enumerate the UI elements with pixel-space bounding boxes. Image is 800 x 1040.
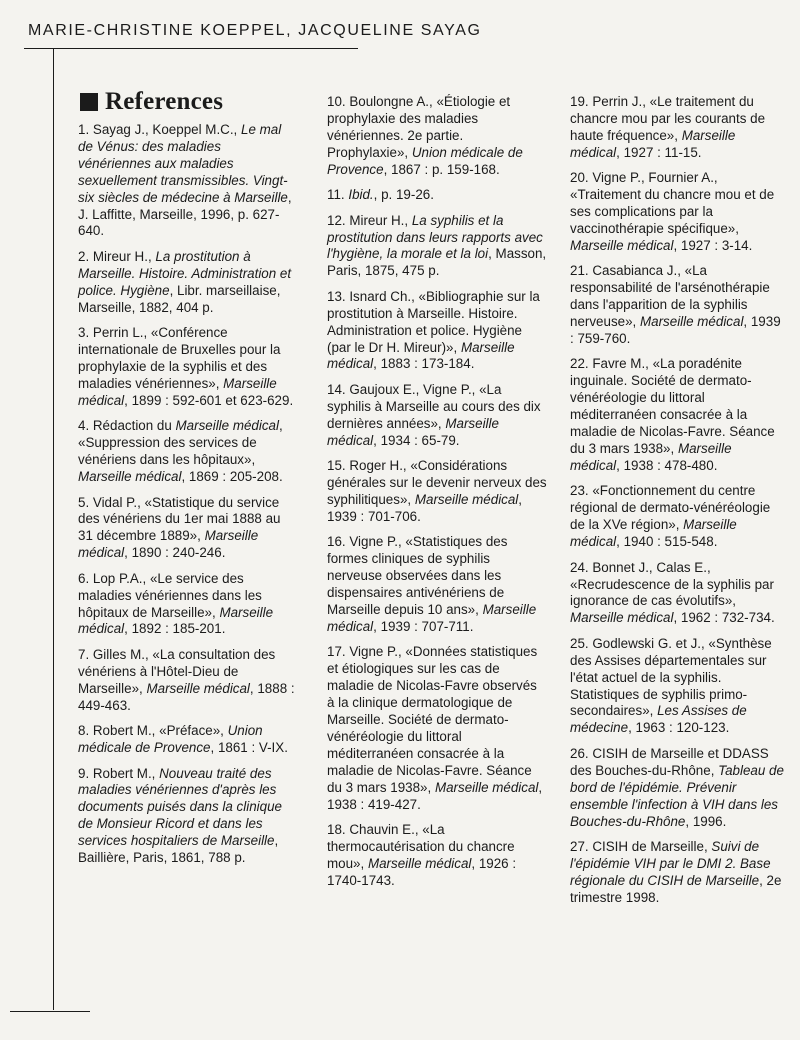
reference-entry [78, 418, 296, 486]
reference-entry [78, 571, 296, 639]
reference-title: Marseille médical [78, 528, 259, 561]
reference-entry [78, 723, 296, 757]
reference-text: 18. Chauvin E., «La thermocautérisation du chancre mou», [327, 822, 515, 871]
reference-text: , 1996. [685, 813, 727, 829]
reference-text: 15. Roger H., «Considérations générales sur le devenir nerveux des syphilitiques», [327, 458, 547, 507]
reference-text: , 1963 : 120-123. [628, 720, 730, 736]
reference-title: Marseille médical [327, 339, 515, 372]
reference-text: , 1899 : 592-601 et 623-629. [124, 392, 294, 408]
reference-title: Marseille médical [78, 469, 182, 484]
reference-entry [570, 356, 785, 474]
margin-rule [53, 48, 54, 1010]
reference-text: , Libr. marseillaise, Marseille, 1882, 404 p. [78, 282, 281, 315]
reference-text: 12. Mireur H., [327, 212, 412, 228]
reference-text: , 1927 : 3-14. [673, 237, 753, 253]
reference-entry [327, 382, 547, 450]
section-title: References [105, 88, 224, 115]
reference-text: 4. Rédaction du [78, 418, 176, 434]
reference-title: La prostitution à Marseille. Histoire. Administration et police. Hygiène [78, 248, 292, 298]
reference-text: , 1939 : 759-760. [570, 314, 781, 346]
reference-title: Ibid. [348, 187, 374, 203]
reference-text: 20. Vigne P., Fournier A., «Traitement du chancre mou et de ses complications par la vaccinothérapie spécifique», [570, 170, 775, 236]
reference-title: Marseille médical [570, 127, 736, 160]
reference-title: Marseille médical [367, 855, 472, 871]
reference-entry [570, 263, 785, 348]
reference-text: 9. Robert M., [78, 765, 160, 781]
reference-entry [327, 289, 547, 374]
reference-entry [78, 647, 296, 715]
reference-text: , 1938 : 419-427. [327, 779, 543, 812]
reference-entry [327, 94, 547, 179]
reference-entry [327, 822, 547, 890]
reference-entry [570, 170, 785, 255]
reference-text: , 1938 : 478-480. [616, 457, 718, 473]
reference-entry [78, 495, 296, 563]
reference-title: Marseille médical [570, 610, 674, 626]
reference-text: , 1934 : 65-79. [373, 432, 460, 448]
reference-text: 23. «Fonctionnement du centre régional de dermato-vénéréologie de la XVe région», [570, 483, 771, 533]
reference-title: Marseille médical [175, 418, 279, 434]
reference-text: 26. CISIH de Marseille et DDASS des Bouches-du-Rhône, [570, 745, 769, 778]
reference-text: , 1926 : 1740-1743. [327, 855, 517, 888]
reference-entry [78, 766, 296, 867]
reference-text: , 1939 : 701-706. [327, 492, 523, 524]
reference-text: 14. Gaujoux E., Vigne P., «La syphilis à Marseille au cours des dix dernières années», [327, 381, 541, 431]
reference-text: , 1861 : V-IX. [210, 740, 288, 756]
reference-text: 6. Lop P.A., «Le service des maladies vénériennes dans les hôpitaux de Marseille», [78, 570, 262, 620]
reference-text: 22. Favre M., «La poradénite inguinale. Société de dermato-vénéréologie du littoral méditerranéen consacrée à la maladie de Nicolas-Favre. Séance du 3 mars 1938», [570, 356, 775, 456]
reference-text: 7. Gilles M., «La consultation des vénériens à l'Hôtel-Dieu de Marseille», [78, 646, 276, 696]
references-column-2 [327, 94, 547, 898]
reference-title: Nouveau traité des maladies vénériennes d'après les documents puisés dans la clinique de Monsieur Ricord et dans les services hospitaliers de Marseille [78, 765, 282, 849]
reference-text: , 1892 : 185-201. [124, 621, 226, 637]
reference-text: 11. [327, 187, 349, 203]
reference-entry [570, 746, 785, 831]
reference-title: Marseille médical [146, 680, 250, 696]
reference-entry [78, 122, 296, 240]
reference-text: 2. Mireur H., [78, 248, 156, 264]
reference-text: 19. Perrin J., «Le traitement du chancre mou par les courants de haute fréquence», [570, 94, 766, 143]
reference-title: Marseille médical [570, 441, 732, 473]
reference-title: Union médicale de Provence [327, 144, 523, 177]
reference-entry [327, 213, 547, 281]
running-header: MARIE-CHRISTINE KOEPPEL, JACQUELINE SAYAG [28, 22, 482, 39]
reference-text: , 1927 : 11-15. [616, 144, 702, 160]
reference-text: 17. Vigne P., «Données statistiques et étiologiques sur les cas de maladie de Nicolas-Favre observés à la clinique dermatologique de Marseille. Société de dermato-vénéréologie du littoral méditerranéen consacrée à la maladie de Nicolas-Favre. Séance du 3 mars 1938», [327, 644, 538, 795]
reference-title: Tableau de bord de l'épidémie. Prévenir ensemble l'infection à VIH dans les Bouches-du-Rhône [570, 762, 784, 829]
references-column-1 [78, 122, 296, 876]
reference-text: , p. 19-26. [373, 187, 434, 203]
reference-title: Marseille médical [570, 517, 737, 550]
reference-text: 1. Sayag J., Koeppel M.C., [78, 122, 242, 137]
section-heading [80, 88, 223, 116]
reference-text: 25. Godlewski G. et J., «Synthèse des Assises départementales sur l'état actuel de la syphilis. Statistiques de syphilis primo-secondaires», [570, 635, 772, 719]
reference-text: , 1890 : 240-246. [124, 545, 226, 561]
reference-entry [570, 636, 785, 737]
reference-text: , 1869 : 205-208. [181, 469, 283, 484]
reference-text: , 1940 : 515-548. [616, 534, 718, 550]
header-rule [24, 48, 358, 49]
reference-text: , 1962 : 732-734. [673, 610, 775, 626]
reference-title: Marseille médical [327, 415, 499, 448]
reference-text: , 1888 : 449-463. [78, 680, 295, 713]
reference-text: 3. Perrin L., «Conférence internationale de Bruxelles pour la prophylaxie de la syphilis et des maladies vénériennes», [78, 325, 281, 391]
reference-title: Marseille médical [414, 492, 519, 507]
reference-entry [570, 560, 785, 628]
reference-title: Marseille médical [78, 375, 277, 408]
references-column-3 [570, 94, 785, 915]
reference-text: , 2e trimestre 1998. [570, 872, 782, 905]
reference-text: , 1883 : 173-184. [373, 356, 475, 372]
reference-entry [78, 249, 296, 317]
reference-entry [78, 325, 296, 410]
reference-title: Marseille médical [570, 237, 674, 253]
reference-text: 21. Casabianca J., «La responsabilité de l'arsénothérapie dans l'apparition de la syphilis nerveuse», [570, 263, 770, 330]
reference-text: 27. CISIH de Marseille, [570, 839, 712, 854]
reference-entry [327, 187, 547, 204]
reference-entry [327, 458, 547, 526]
reference-entry [570, 483, 785, 551]
reference-title: Marseille médical [327, 602, 537, 634]
reference-title: La syphilis et la prostitution dans leurs rapports avec l'hygiène, la morale et la loi [327, 212, 543, 262]
reference-text: , J. Laffitte, Marseille, 1996, p. 627-640. [78, 189, 292, 239]
reference-text: 16. Vigne P., «Statistiques des formes cliniques de syphilis nerveuse observées dans les dispensaires antivénériens de Marseille depuis 10 ans», [327, 534, 508, 618]
square-bullet-icon [80, 93, 98, 111]
reference-title: Marseille médical [639, 314, 744, 330]
reference-text: 10. Boulongne A., «Étiologie et prophylaxie des maladies vénériennes. 2e partie. Prophylaxie», [327, 94, 511, 160]
reference-entry [327, 644, 547, 813]
reference-text: 13. Isnard Ch., «Bibliographie sur la prostitution à Marseille. Histoire. Administration et police. Hygiène (par le Dr H. Mireur)», [327, 288, 540, 355]
reference-text: 5. Vidal P., «Statistique du service des vénériens du 1er mai 1888 au 31 décembre 1889», [78, 494, 281, 544]
reference-title: Le mal de Vénus: des maladies vénériennes aux maladies sexuellement transmissibles. Vingt-six siècles de médecine à Marseille [78, 122, 288, 205]
reference-text: 8. Robert M., «Préface», [78, 723, 228, 739]
reference-text: 24. Bonnet J., Calas E., «Recrudescence de la syphilis par ignorance de cas évolutifs», [570, 559, 774, 609]
reference-entry [327, 534, 547, 635]
reference-entry [570, 839, 785, 907]
reference-text: , Baillière, Paris, 1861, 788 p. [78, 833, 279, 866]
reference-text: , Masson, Paris, 1875, 475 p. [327, 246, 547, 279]
reference-title: Marseille médical [78, 604, 274, 637]
footer-rule [10, 1011, 90, 1012]
reference-title: Union médicale de Provence [78, 723, 263, 756]
reference-entry [570, 94, 785, 162]
reference-text: , 1939 : 707-711. [373, 618, 474, 634]
reference-title: Suivi de l'épidémie VIH par le DMI 2. Base régionale du CISIH de Marseille [570, 839, 771, 888]
reference-title: Les Assises de médecine [570, 703, 747, 736]
reference-text: , «Suppression des services de vénériens dans les hôpitaux», [78, 418, 283, 468]
reference-title: Marseille médical [434, 779, 539, 795]
reference-text: , 1867 : p. 159-168. [383, 161, 500, 177]
